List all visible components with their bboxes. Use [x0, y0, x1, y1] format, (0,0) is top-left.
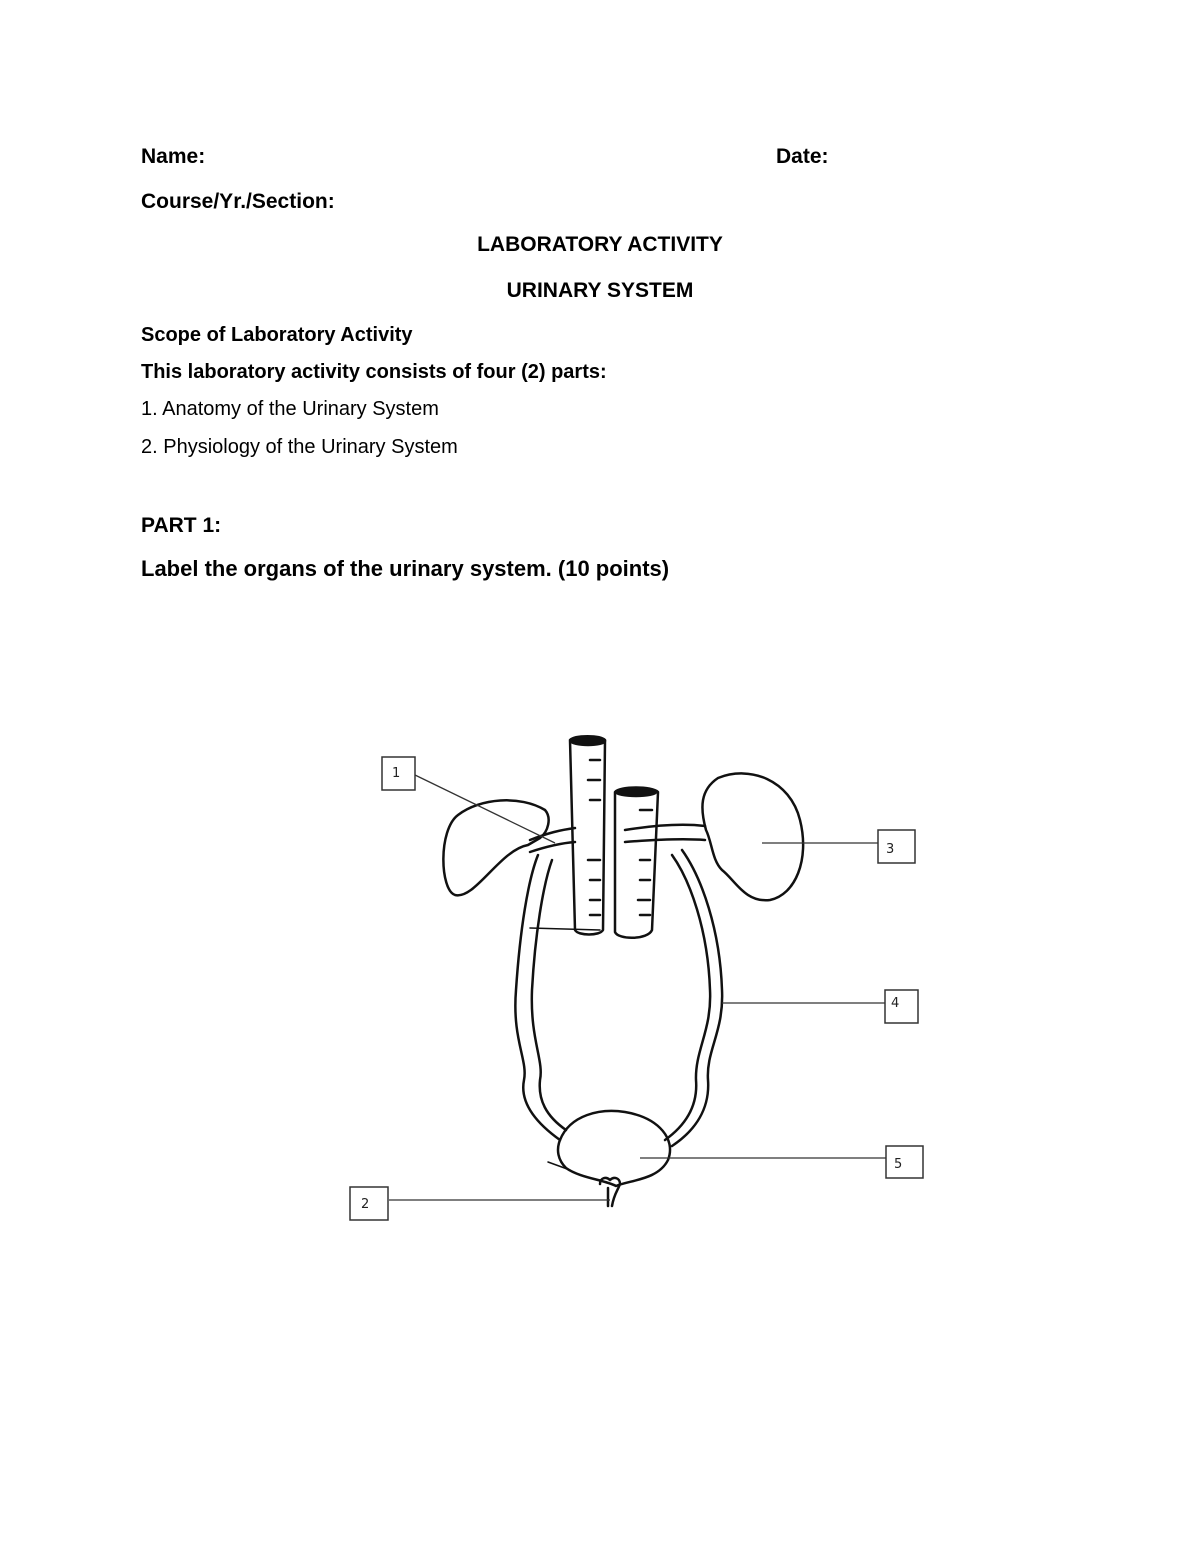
part-heading: PART 1: [141, 514, 222, 537]
label-4: 4 [891, 996, 900, 1011]
part-instruction: Label the organs of the urinary system. (10 points) [141, 556, 670, 581]
name-label: Name: [141, 145, 206, 168]
label-5: 5 [894, 1157, 903, 1172]
course-label: Course/Yr./Section: [141, 190, 335, 213]
label-2: 2 [361, 1197, 370, 1212]
urinary-bladder [558, 1111, 670, 1186]
scope-heading: Scope of Laboratory Activity [141, 324, 413, 346]
date-label: Date: [776, 145, 829, 168]
left-ureter [515, 855, 560, 1140]
page-title: LABORATORY ACTIVITY [477, 233, 723, 256]
scope-item-2: 2. Physiology of the Urinary System [141, 436, 458, 458]
right-kidney [702, 773, 803, 900]
label-3: 3 [886, 842, 895, 857]
right-ureter [665, 855, 710, 1140]
aorta [570, 736, 605, 934]
page-subtitle: URINARY SYSTEM [506, 279, 694, 302]
label-1: 1 [392, 766, 401, 781]
scope-intro: This laboratory activity consists of four (2) parts: [141, 361, 607, 383]
scope-item-1: 1. Anatomy of the Urinary System [141, 398, 439, 420]
